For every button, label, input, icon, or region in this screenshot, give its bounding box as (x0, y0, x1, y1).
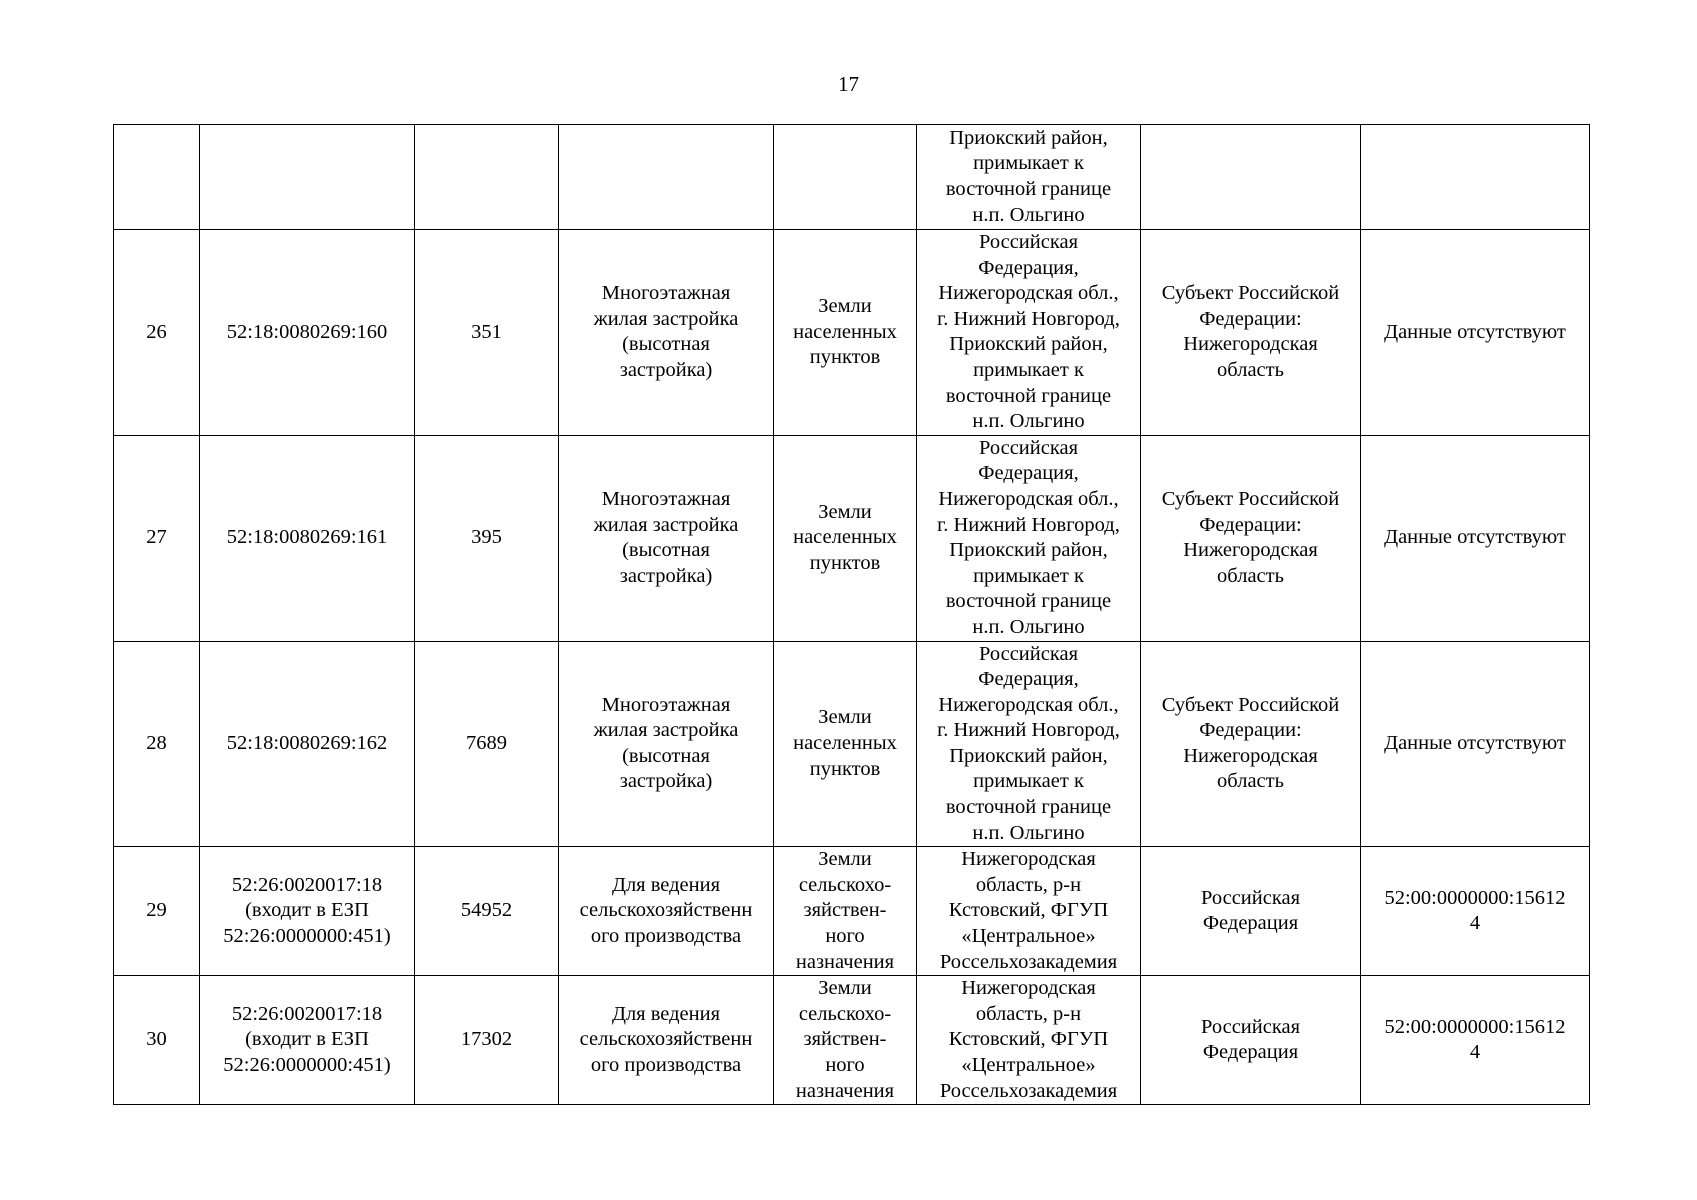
location-cell: Российская Федерация, Нижегородская обл., г. Нижний Новгород, Приокский район, примыкает к восточной границе н.п. Ольгино (917, 641, 1141, 847)
encumbrance-cell (1361, 125, 1590, 230)
area-cell: 395 (415, 435, 559, 641)
location-cell: Российская Федерация, Нижегородская обл., г. Нижний Новгород, Приокский район, примыкает к восточной границе н.п. Ольгино (917, 435, 1141, 641)
land-category-cell (774, 125, 917, 230)
land-category-cell: Земли сельскохо- зяйствен- ного назначения (774, 976, 917, 1105)
permitted-use-cell: Для ведения сельскохозяйственн ого производства (559, 976, 774, 1105)
row-number-cell: 29 (114, 847, 200, 976)
location-cell: Нижегородская область, р-н Кстовский, ФГУП «Центральное» Россельхозакадемия (917, 847, 1141, 976)
table-row (114, 435, 1590, 641)
owner-cell: Субъект Российской Федерации: Нижегородская область (1141, 230, 1361, 436)
encumbrance-cell: 52:00:0000000:15612 4 (1361, 976, 1590, 1105)
row-number-cell (114, 125, 200, 230)
table-row (114, 641, 1590, 847)
land-plots-table (113, 124, 1590, 1105)
encumbrance-cell: Данные отсутствуют (1361, 641, 1590, 847)
location-cell: Приокский район, примыкает к восточной границе н.п. Ольгино (917, 125, 1141, 230)
encumbrance-cell: Данные отсутствуют (1361, 435, 1590, 641)
table-row (114, 976, 1590, 1105)
location-cell: Нижегородская область, р-н Кстовский, ФГУП «Центральное» Россельхозакадемия (917, 976, 1141, 1105)
cadastral-number-cell: 52:26:0020017:18 (входит в ЕЗП 52:26:0000000:451) (200, 847, 415, 976)
owner-cell (1141, 125, 1361, 230)
owner-cell: Субъект Российской Федерации: Нижегородская область (1141, 435, 1361, 641)
encumbrance-cell: 52:00:0000000:15612 4 (1361, 847, 1590, 976)
cadastral-number-cell: 52:18:0080269:161 (200, 435, 415, 641)
permitted-use-cell (559, 125, 774, 230)
row-number-cell: 30 (114, 976, 200, 1105)
area-cell (415, 125, 559, 230)
cadastral-number-cell: 52:26:0020017:18 (входит в ЕЗП 52:26:0000000:451) (200, 976, 415, 1105)
permitted-use-cell: Многоэтажная жилая застройка (высотная застройка) (559, 230, 774, 436)
cadastral-number-cell: 52:18:0080269:162 (200, 641, 415, 847)
page-number: 17 (838, 72, 859, 96)
location-cell: Российская Федерация, Нижегородская обл., г. Нижний Новгород, Приокский район, примыкает к восточной границе н.п. Ольгино (917, 230, 1141, 436)
area-cell: 17302 (415, 976, 559, 1105)
owner-cell: Российская Федерация (1141, 976, 1361, 1105)
area-cell: 351 (415, 230, 559, 436)
area-cell: 54952 (415, 847, 559, 976)
row-number-cell: 28 (114, 641, 200, 847)
table-row (114, 847, 1590, 976)
row-number-cell: 26 (114, 230, 200, 436)
land-category-cell: Земли населенных пунктов (774, 230, 917, 436)
cadastral-number-cell (200, 125, 415, 230)
land-category-cell: Земли населенных пунктов (774, 435, 917, 641)
land-category-cell: Земли сельскохо- зяйствен- ного назначения (774, 847, 917, 976)
encumbrance-cell: Данные отсутствуют (1361, 230, 1590, 436)
row-number-cell: 27 (114, 435, 200, 641)
permitted-use-cell: Для ведения сельскохозяйственн ого производства (559, 847, 774, 976)
area-cell: 7689 (415, 641, 559, 847)
permitted-use-cell: Многоэтажная жилая застройка (высотная застройка) (559, 641, 774, 847)
table-row (114, 125, 1590, 230)
owner-cell: Субъект Российской Федерации: Нижегородская область (1141, 641, 1361, 847)
permitted-use-cell: Многоэтажная жилая застройка (высотная застройка) (559, 435, 774, 641)
owner-cell: Российская Федерация (1141, 847, 1361, 976)
cadastral-number-cell: 52:18:0080269:160 (200, 230, 415, 436)
land-category-cell: Земли населенных пунктов (774, 641, 917, 847)
table-row (114, 230, 1590, 436)
